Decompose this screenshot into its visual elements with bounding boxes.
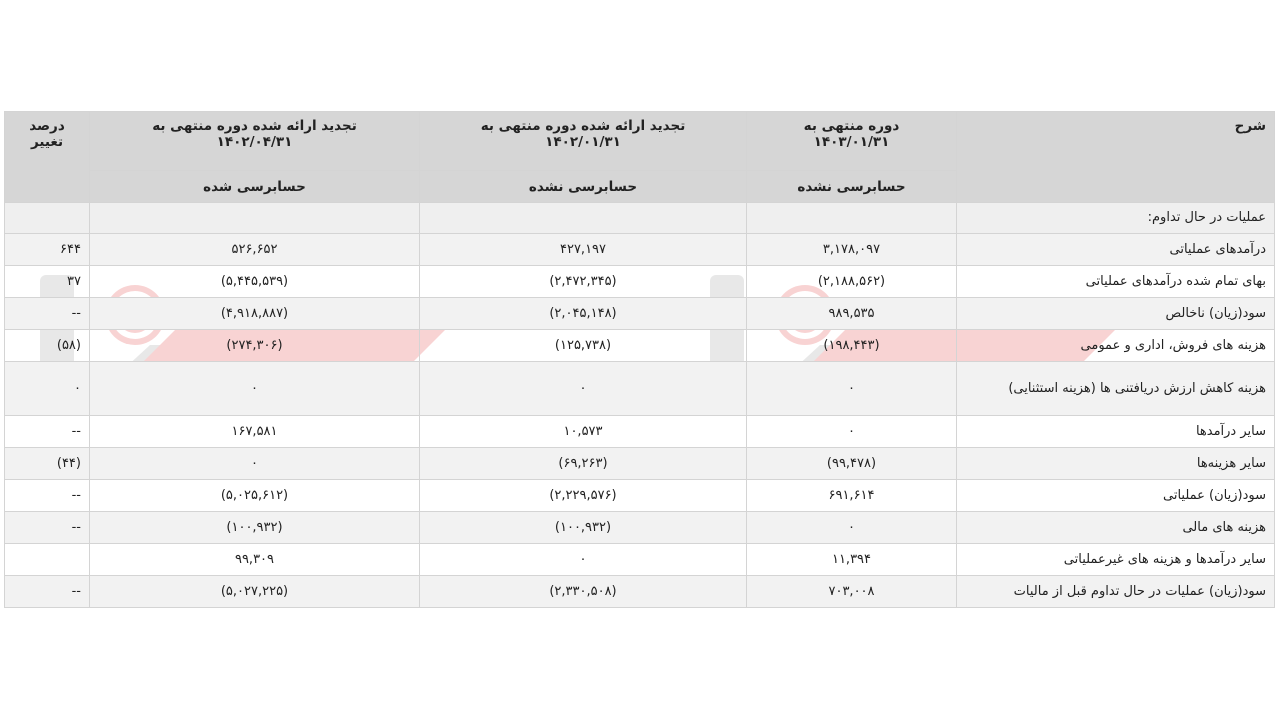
row-percent-change: (۵۸) [5,330,90,362]
row-description: سود(زیان) عملیاتی [957,480,1275,512]
row-value-col1: (۱۹۸,۴۴۳) [747,330,957,362]
col2-date: ۱۴۰۲/۰۱/۳۱ [545,134,621,150]
row-value-col2: ۰ [420,544,747,576]
row-description: سایر درآمدها [957,416,1275,448]
row-value-col1: ۰ [747,362,957,416]
table-row [5,266,1275,298]
row-value-col3: ۰ [90,448,420,480]
col1-period: دوره منتهی به [803,118,900,134]
row-percent-change: -- [5,512,90,544]
row-description: سود(زیان) ناخالص [957,298,1275,330]
table-row [5,416,1275,448]
row-value-col2: (۶۹,۲۶۳) [420,448,747,480]
row-value-col2: (۱۲۵,۷۳۸) [420,330,747,362]
row-description: درآمدهای عملیاتی [957,234,1275,266]
row-value-col3: (۱۰۰,۹۳۲) [90,512,420,544]
col1-audit: حسابرسی نشده [747,171,957,203]
table-row [5,330,1275,362]
row-percent-change: ۳۷ [5,266,90,298]
empty-cell [90,203,420,234]
row-description: هزینه های مالی [957,512,1275,544]
row-value-col3: (۵,۰۲۷,۲۲۵) [90,576,420,608]
row-percent-change: (۴۴) [5,448,90,480]
header-row [5,112,1275,171]
row-value-col3: ۰ [90,362,420,416]
row-value-col3: (۵,۴۴۵,۵۳۹) [90,266,420,298]
col3-date: ۱۴۰۲/۰۴/۳۱ [216,134,293,150]
row-value-col1: ۰ [747,416,957,448]
percent-label-2: تغییر [30,134,64,150]
row-percent-change [5,544,90,576]
row-value-col1: ۳,۱۷۸,۰۹۷ [747,234,957,266]
col3-header [90,112,420,171]
table-row [5,448,1275,480]
row-value-col2: (۲,۴۷۲,۳۴۵) [420,266,747,298]
row-description: بهای تمام شده درآمدهای عملیاتی [957,266,1275,298]
row-description: سایر هزینه‌ها [957,448,1275,480]
table-row [5,234,1275,266]
row-value-col3: ۱۶۷,۵۸۱ [90,416,420,448]
row-value-col2: (۲,۳۳۰,۵۰۸) [420,576,747,608]
empty-cell [747,203,957,234]
col2-period: تجدید ارائه شده دوره منتهی به [480,118,686,134]
description-header: شرح [957,112,1275,203]
row-percent-change: -- [5,480,90,512]
row-value-col3: (۵,۰۲۵,۶۱۲) [90,480,420,512]
section-row [5,203,1275,234]
row-description: سود(زیان) عملیات در حال تداوم قبل از مالیات [957,576,1275,608]
empty-cell [420,203,747,234]
row-value-col1: ۷۰۳,۰۰۸ [747,576,957,608]
row-value-col2: (۲,۲۲۹,۵۷۶) [420,480,747,512]
table-row [5,362,1275,416]
col3-audit: حسابرسی شده [90,171,420,203]
row-percent-change: -- [5,416,90,448]
row-percent-change: -- [5,576,90,608]
col1-date: ۱۴۰۳/۰۱/۳۱ [813,134,890,150]
financial-table [4,111,1275,608]
row-value-col1: (۲,۱۸۸,۵۶۲) [747,266,957,298]
row-description: هزینه های فروش، اداری و عمومی [957,330,1275,362]
row-value-col3: ۹۹,۳۰۹ [90,544,420,576]
row-percent-change: -- [5,298,90,330]
row-value-col1: ۹۸۹,۵۳۵ [747,298,957,330]
table-row [5,298,1275,330]
row-value-col2: (۱۰۰,۹۳۲) [420,512,747,544]
row-value-col1: ۶۹۱,۶۱۴ [747,480,957,512]
row-value-col3: (۲۷۴,۳۰۶) [90,330,420,362]
section-title: عملیات در حال تداوم: [957,203,1275,234]
row-value-col2: ۰ [420,362,747,416]
col3-period: تجدید ارائه شده دوره منتهی به [152,118,357,134]
row-value-col2: ۱۰,۵۷۳ [420,416,747,448]
row-value-col1: ۰ [747,512,957,544]
row-value-col2: (۲,۰۴۵,۱۴۸) [420,298,747,330]
row-percent-change: ۶۴۴ [5,234,90,266]
table-row [5,576,1275,608]
row-description: هزینه کاهش ارزش دریافتنی ها (هزینه استثنایی) [957,362,1275,416]
empty-cell [5,203,90,234]
row-value-col3: (۴,۹۱۸,۸۸۷) [90,298,420,330]
row-description: سایر درآمدها و هزینه های غیرعملیاتی [957,544,1275,576]
col2-header [420,112,747,171]
row-value-col1: (۹۹,۴۷۸) [747,448,957,480]
row-value-col2: ۴۲۷,۱۹۷ [420,234,747,266]
percent-label-1: درصد [29,118,65,134]
col1-header [747,112,957,171]
table-row [5,480,1275,512]
percent-header [5,112,90,203]
col2-audit: حسابرسی نشده [420,171,747,203]
row-percent-change: ۰ [5,362,90,416]
table-row [5,512,1275,544]
row-value-col1: ۱۱,۳۹۴ [747,544,957,576]
row-value-col3: ۵۲۶,۶۵۲ [90,234,420,266]
table-row [5,544,1275,576]
